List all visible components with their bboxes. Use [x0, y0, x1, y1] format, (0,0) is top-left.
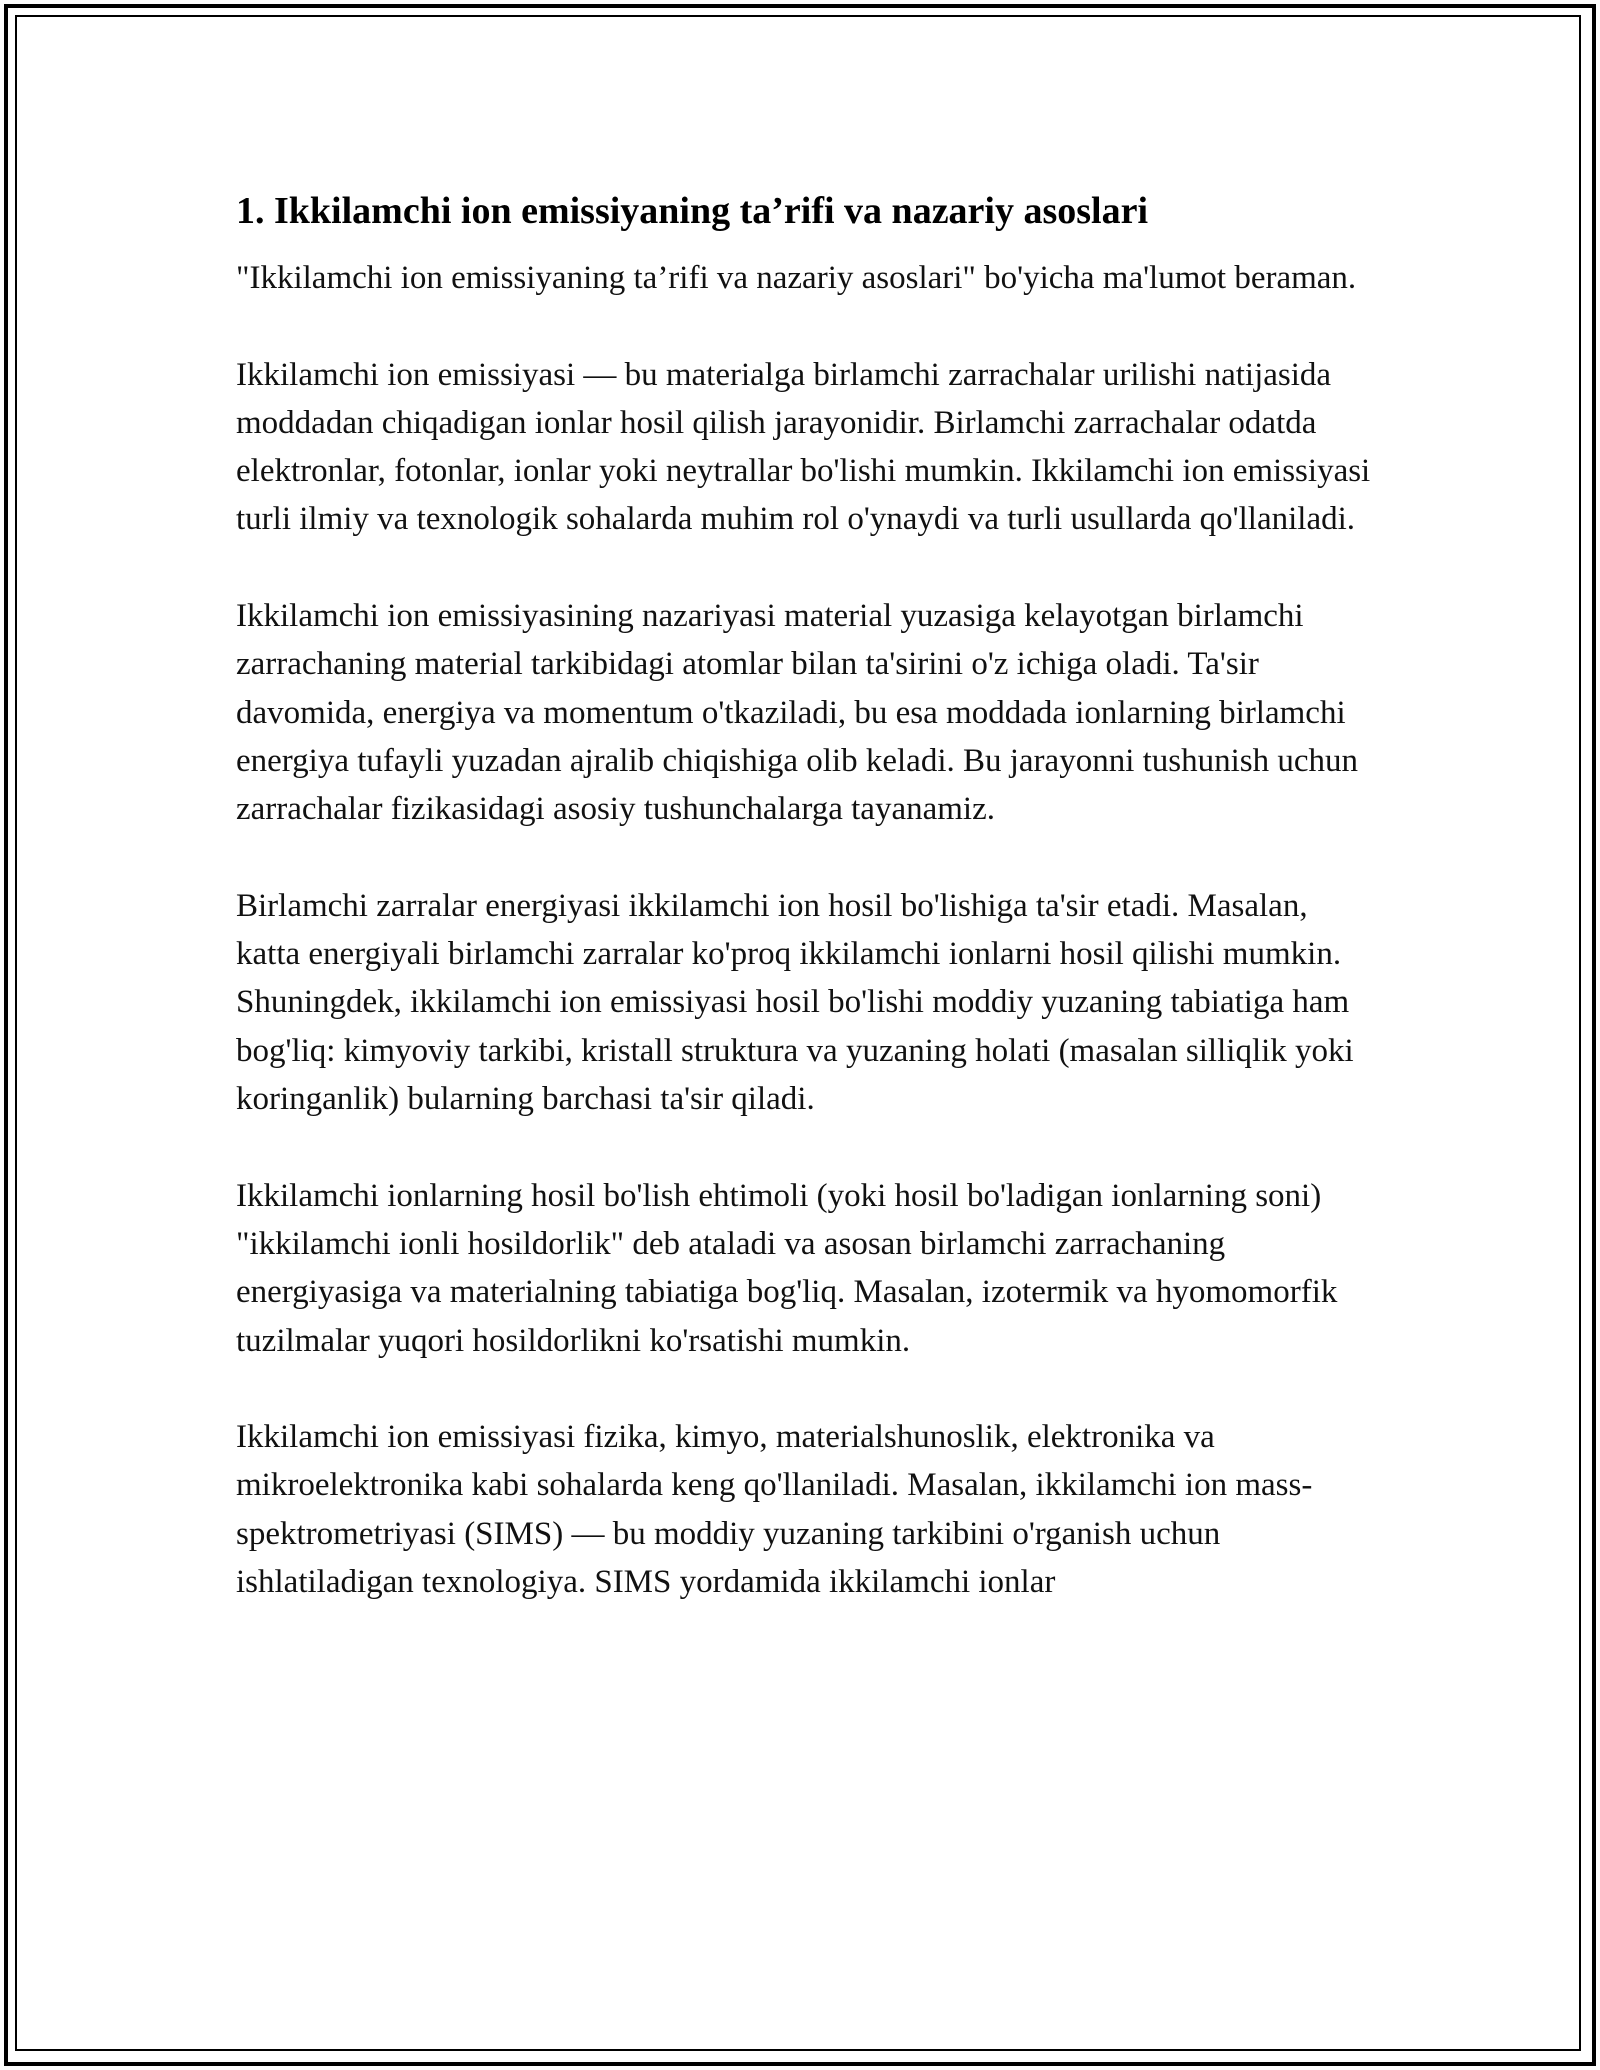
paragraph-theory: Ikkilamchi ion emissiyasining nazariyasi material yuzasiga kelayotgan birlamchi zarrachaning material tarkibidagi atomlar bilan ta'sirini o'z ichiga oladi. Ta'sir davomida, energiya va momentum o'tkaziladi, bu esa moddada ionlarning birlamchi energiya tufayli yuzadan ajralib chiqishiga olib keladi. Bu jarayonni tushunish uchun zarrachalar fizikasidagi asosiy tushunchalarga tayanamiz.	[236, 598, 1359, 828]
paragraph-intro: "Ikkilamchi ion emissiyaning ta’rifi va nazariy asoslari" bo'yicha ma'lumot beraman.	[236, 260, 1357, 296]
document-title: 1. Ikkilamchi ion emissiyaning ta’rifi va nazariy asoslari	[236, 190, 1149, 232]
paragraph-energy: Birlamchi zarralar energiyasi ikkilamchi ion hosil bo'lishiga ta'sir etadi. Masalan, katta energiyali birlamchi zarralar ko'proq ikkilamchi ionlarni hosil qilishi mumkin. Shuningdek, ikkilamchi ion emissiyasi hosil bo'lishi moddiy yuzaning tabiatiga ham bog'liq: kimyoviy tarkibi, kristall struktura va yuzaning holati (masalan silliqlik yoki koringanlik) bularning barchasi ta'sir qiladi.	[236, 887, 1354, 1118]
paragraph-applications: Ikkilamchi ion emissiyasi fizika, kimyo, materialshunoslik, elektronika va mikroelektronika kabi sohalarda keng qo'llaniladi. Masalan, ikkilamchi ion mass-spektrometriyasi (SIMS) — bu moddiy yuzaning tarkibini o'rganish uchun ishlatiladigan texnologiya. SIMS yordamida ikkilamchi ionlar	[236, 1419, 1313, 1601]
document-body	[236, 186, 1376, 1606]
paragraph-definition: Ikkilamchi ion emissiyasi — bu materialga birlamchi zarrachalar urilishi natijasida moddadan chiqadigan ionlar hosil qilish jarayonidir. Birlamchi zarrachalar odatda elektronlar, fotonlar, ionlar yoki neytrallar bo'lishi mumkin. Ikkilamchi ion emissiyasi turli ilmiy va texnologik sohalarda muhim rol o'ynaydi va turli usullarda qo'llaniladi.	[236, 356, 1371, 538]
paragraph-yield: Ikkilamchi ionlarning hosil bo'lish ehtimoli (yoki hosil bo'ladigan ionlarning soni) "ikkilamchi ionli hosildorlik" deb ataladi va asosan birlamchi zarrachaning energiyasiga va materialning tabiatiga bog'liq. Masalan, izotermik va hyomomorfik tuzilmalar yuqori hosildorlikni ko'rsatishi mumkin.	[236, 1177, 1338, 1359]
